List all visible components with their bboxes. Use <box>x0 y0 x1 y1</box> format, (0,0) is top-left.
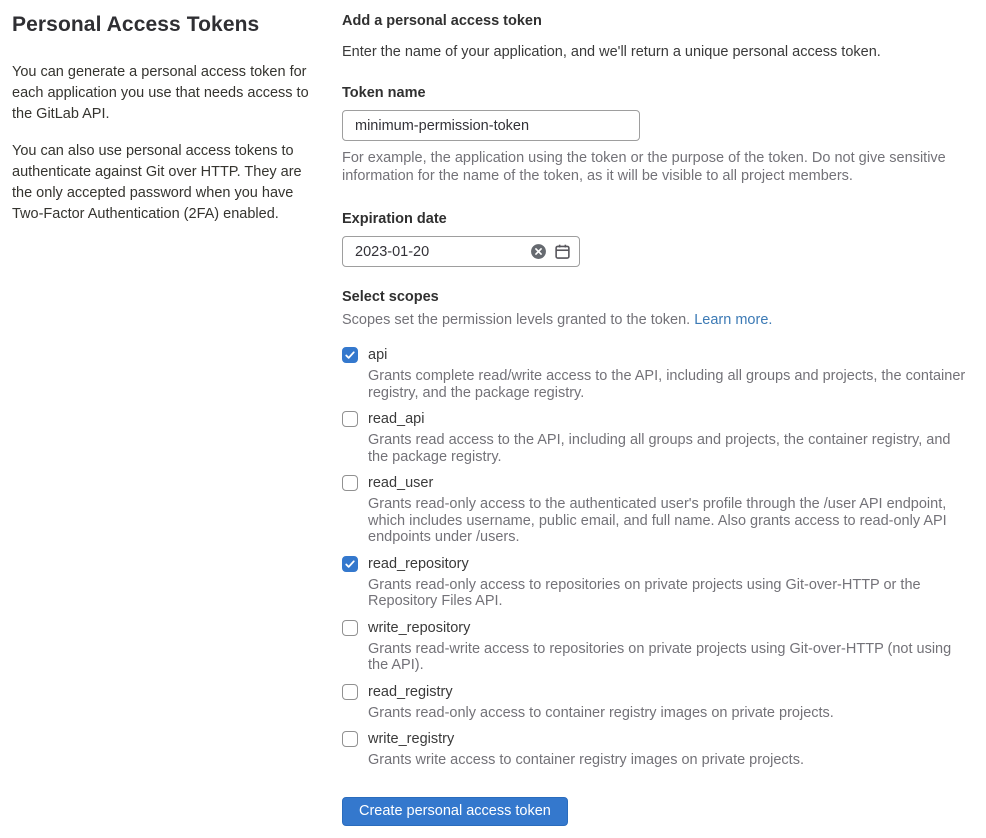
learn-more-link[interactable]: Learn more. <box>694 312 773 328</box>
scope-checkbox[interactable] <box>342 411 358 427</box>
clear-icon[interactable] <box>529 243 547 261</box>
scope-item <box>342 473 966 546</box>
token-name-input[interactable] <box>342 110 640 141</box>
page-title: Personal Access Tokens <box>12 13 260 36</box>
scope-description: Grants read-only access to repositories on private projects using Git-over-HTTP or the Repository Files API. <box>368 576 921 609</box>
scope-checkbox[interactable] <box>342 684 358 700</box>
scope-description: Grants read-only access to container registry images on private projects. <box>368 704 834 721</box>
select-scopes-label: Select scopes <box>342 289 439 305</box>
form-description: Enter the name of your application, and we'll return a unique personal access token. <box>342 44 881 60</box>
scope-checkbox[interactable] <box>342 475 358 491</box>
scope-checkbox[interactable] <box>342 620 358 636</box>
check-icon <box>344 558 356 570</box>
scopes-description-text: Scopes set the permission levels granted to the token. <box>342 312 691 328</box>
sidebar-paragraph-1: You can generate a personal access token for each application you use that needs access to the GitLab API. <box>12 64 309 123</box>
expiration-date-value[interactable]: 2023-01-20 <box>355 243 430 260</box>
scope-head <box>342 554 966 574</box>
scope-label[interactable]: read_user <box>368 475 434 491</box>
scope-item <box>342 345 966 401</box>
scope-description: Grants read-only access to the authenticated user's profile through the /user API endpoint, which includes username, public email, and full name. Also grants access to read-only API endpoints under /users. <box>368 496 947 545</box>
scope-label[interactable]: write_repository <box>368 619 471 636</box>
scope-checkbox[interactable] <box>342 556 358 572</box>
scope-head <box>342 729 966 749</box>
form-heading: Add a personal access token <box>342 13 542 29</box>
scope-description: Grants complete read/write access to the API, including all groups and projects, the container registry, and the package registry. <box>368 368 966 401</box>
scopes-list <box>342 345 966 769</box>
scope-item <box>342 729 966 769</box>
token-name-label: Token name <box>342 85 426 101</box>
scope-description: Grants read access to the API, including all groups and projects, the container registry, and the package registry. <box>368 432 951 465</box>
scope-label[interactable]: write_registry <box>368 731 455 747</box>
scope-item <box>342 409 966 465</box>
create-token-button[interactable]: Create personal access token <box>342 797 568 826</box>
scope-head <box>342 409 966 429</box>
expiration-date-label: Expiration date <box>342 211 447 227</box>
scope-label[interactable]: read_repository <box>368 555 469 572</box>
scope-head <box>342 682 966 702</box>
check-icon <box>344 349 356 361</box>
scope-head <box>342 473 966 493</box>
scope-checkbox[interactable] <box>342 347 358 363</box>
scope-item <box>342 682 966 722</box>
scope-label[interactable]: read_api <box>368 411 425 427</box>
scope-item <box>342 554 966 610</box>
scope-label[interactable]: api <box>368 347 388 363</box>
scope-head <box>342 618 966 638</box>
scope-item <box>342 618 966 674</box>
scope-checkbox[interactable] <box>342 731 358 747</box>
expiration-date-input[interactable] <box>342 236 580 267</box>
token-form <box>342 10 966 826</box>
scopes-description <box>342 310 966 330</box>
calendar-icon[interactable] <box>553 243 571 261</box>
scope-description: Grants write access to container registry images on private projects. <box>368 752 804 768</box>
sidebar-paragraph-2: You can also use personal access tokens to authenticate against Git over HTTP. They are the only accepted password when you have Two-Factor Authentication (2FA) enabled. <box>12 143 302 223</box>
scope-description: Grants read-write access to repositories on private projects using Git-over-HTTP (not using the API). <box>368 640 952 673</box>
sidebar-description <box>12 10 320 826</box>
scope-label[interactable]: read_registry <box>368 683 453 700</box>
scope-head <box>342 345 966 365</box>
token-name-help: For example, the application using the token or the purpose of the token. Do not give sensitive information for the name of the token, as it will be visible to all project members. <box>342 150 946 184</box>
